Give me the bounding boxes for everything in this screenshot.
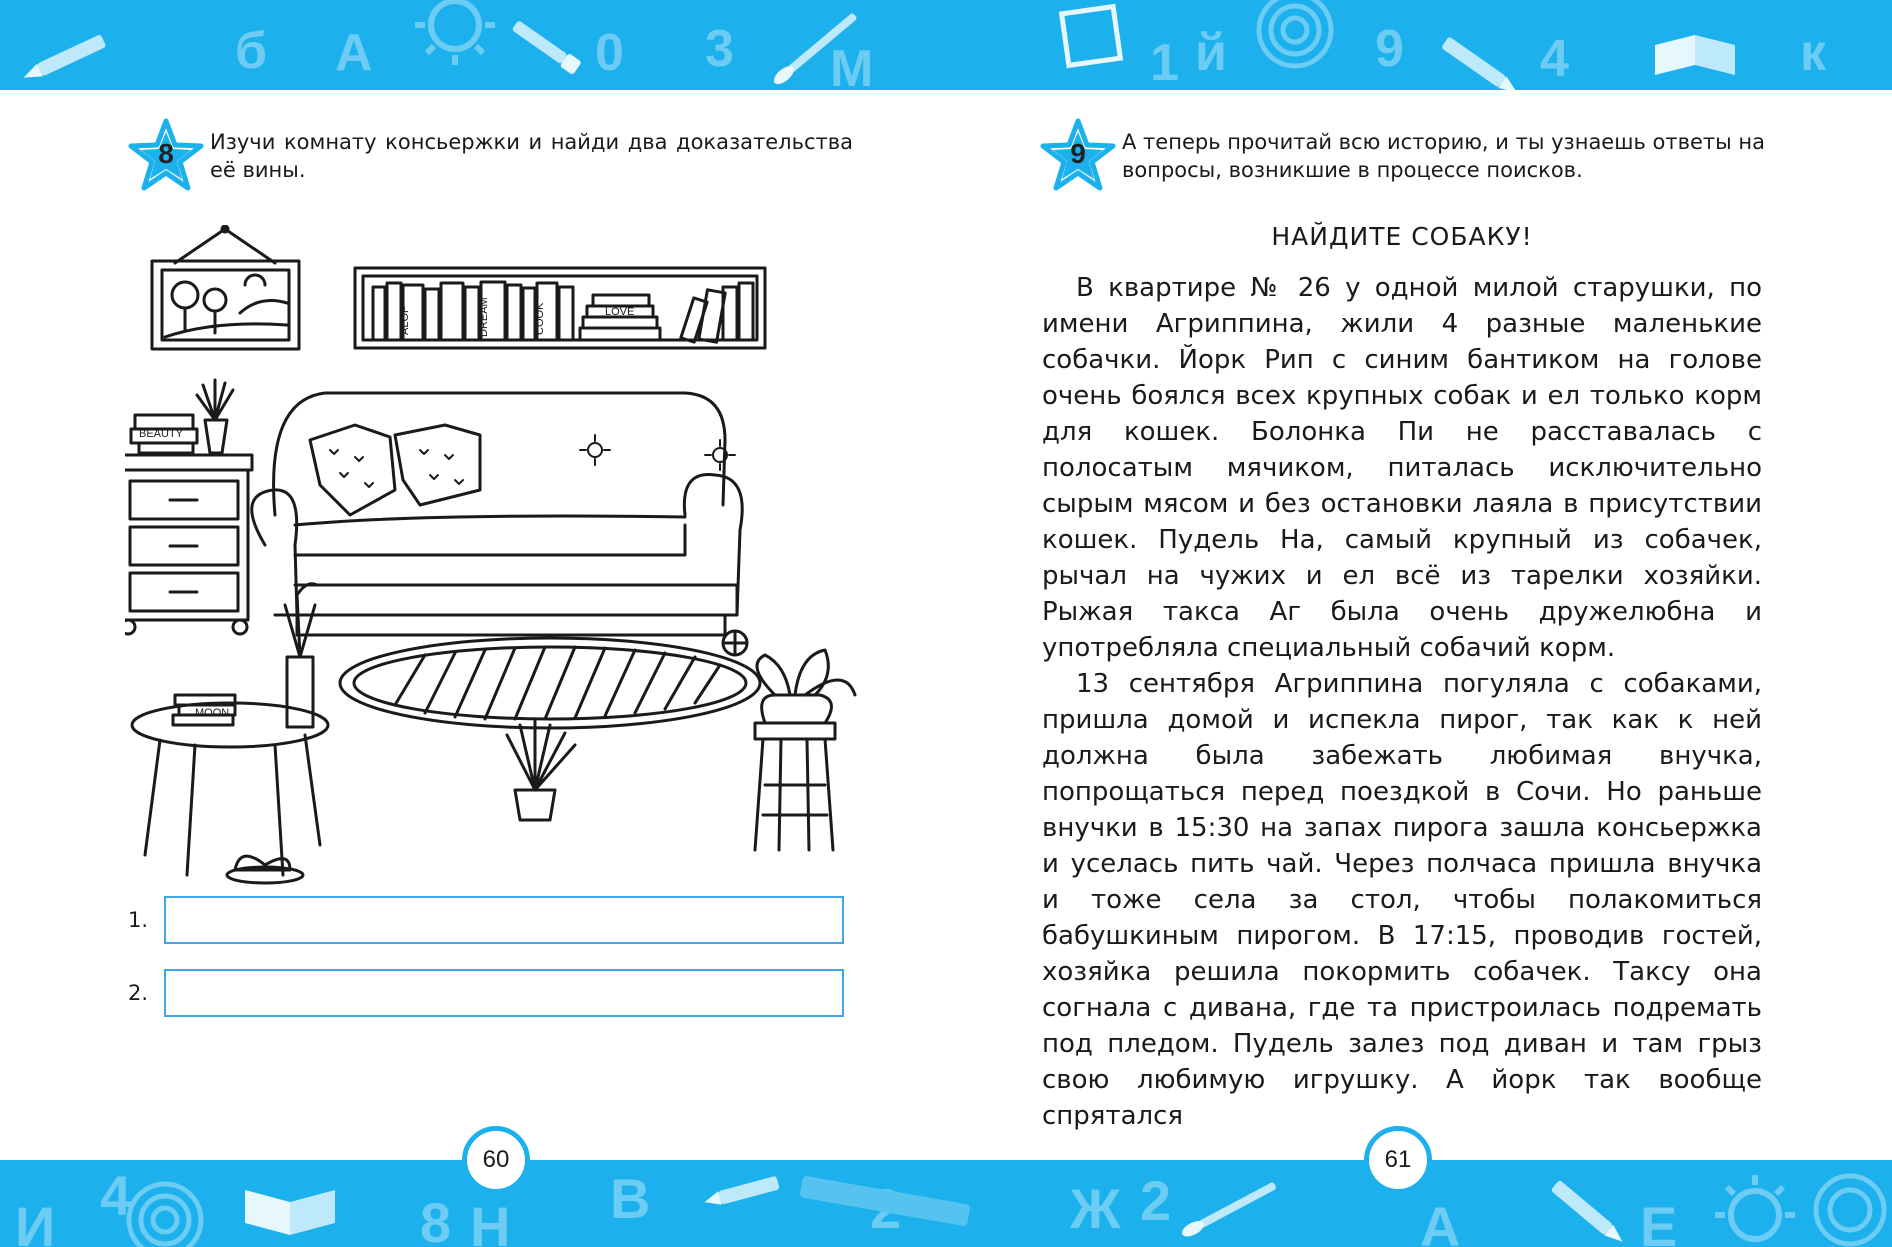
sofa-icon [252,393,742,635]
decor-letter: 2 [1140,1169,1172,1232]
task-9 [1040,118,1765,194]
open-book-icon [245,1190,335,1235]
book-label: ALOF [399,306,411,335]
pencil-icon [703,1176,780,1209]
bottom-band-decor-svg [0,1160,1892,1247]
decor-letter: В [610,1167,651,1230]
decor-letter: 3 [705,20,734,78]
sun-icon [415,0,495,65]
brush-icon [510,18,581,75]
target-icon [1816,1176,1884,1244]
decor-letter: 4 [1540,30,1569,88]
decor-letter: М [830,40,874,90]
pencil-icon [21,34,107,84]
wall-picture-icon [152,226,299,349]
task-instruction: Изучи комнату консьержки и найди два доказательства её вины. [210,130,853,182]
book-label: BEAUTY [139,428,184,440]
decor-letter: Е [1640,1195,1678,1247]
decor-letter: 0 [595,24,624,82]
story-paragraph: 13 сентября Агриппина погуляла с собаками, пришла домой и испекла пирог, так как к ней должна была забежать любимая внучка, попрощаться перед поездкой в Сочи. Но раньше внучки в 15:30 на запах пирога зашла консьержка и уселась пить чай. Через полчаса пришла внучка и тоже села за стол, чтобы полакомиться бабушкиным пирогом. В 17:15, проводив гостей, хозяйка решила покормить собачек. Таксу она согнала с дивана, где та пристроилась подремать под пледом. Пудель залез под диван и там грыз свою любимую игрушку. А йорк так вообще спрятался [1042,669,1762,1131]
story-title: НАЙДИТЕ СОБАКУ! [1271,222,1533,251]
square-icon [1062,7,1121,66]
answer-field[interactable] [164,896,844,944]
answer-line-1 [128,893,848,947]
brush-icon [1180,1180,1278,1240]
task-instruction: А теперь прочитай всю историю, и ты узнаешь ответы на вопросы, возникшие в процессе поисков. [1122,130,1765,182]
answer-line-2 [128,966,848,1020]
room-illustration [125,225,865,890]
story-paragraph: В квартире № 26 у одной милой старушки, по имени Агриппина, жили 4 разные маленькие собачки. Йорк Рип с синим бантиком на голове очень боялся всех крупных собак и ел только корм для кошек. Болонка Пи не расставалась с полосатым мячиком, питалась исключительно сырым мясом и без остановки лаяла в присутствии кошек. Пудель На, самый крупный из собачек, рычал на чужих и ел всё из тарелки хозяйки. Рыжая такса Аг была очень дружелюбна и употребляла специальный собачий корм. [1042,273,1762,663]
sun-icon [1715,1175,1795,1239]
decor-letter: И [15,1195,56,1247]
task-8 [128,118,853,194]
decor-letter: 1 [1150,34,1179,90]
answer-number: 1. [128,908,149,932]
decor-letter: А [335,24,373,82]
task-number: 8 [158,138,174,169]
page-number-left: 60 [462,1126,530,1194]
task-number-badge [128,118,204,194]
top-decor-band [0,0,1892,90]
bottom-decor-band [0,1160,1892,1247]
top-band-decor-svg [0,0,1892,90]
chest-of-drawers-icon [125,380,252,634]
book-label: LOVE [605,306,635,318]
decor-letter: 4 [100,1164,132,1227]
decor-letter: й [1195,24,1227,82]
decor-letter: Н [470,1195,511,1247]
decor-letter: к [1800,24,1827,82]
pencil-icon [1551,1180,1627,1247]
book-label: MOON [195,707,230,719]
decor-letter: Ж [1070,1177,1121,1240]
potted-plant-icon [507,720,575,820]
task-number: 9 [1070,138,1086,169]
coffee-table-icon [132,584,328,883]
answer-number: 2. [128,981,149,1005]
bookshelf-icon [355,268,765,348]
decor-letter: 9 [1375,20,1404,78]
decor-letter: 8 [420,1191,452,1247]
target-icon [1259,0,1331,66]
open-book-icon [1655,35,1735,75]
task-number-badge [1040,118,1116,194]
page-number-right: 61 [1364,1126,1432,1194]
decor-letter: б [235,22,268,80]
rug-icon [340,631,760,728]
story-text [1042,270,1762,1134]
pencil-icon [1441,36,1521,90]
decor-letter: А [1420,1195,1461,1247]
book-label: COOK [534,302,546,335]
book-label: DREAM [478,297,490,337]
stool-with-plant-icon [755,650,855,850]
target-icon [129,1184,201,1247]
answer-field[interactable] [164,969,844,1017]
